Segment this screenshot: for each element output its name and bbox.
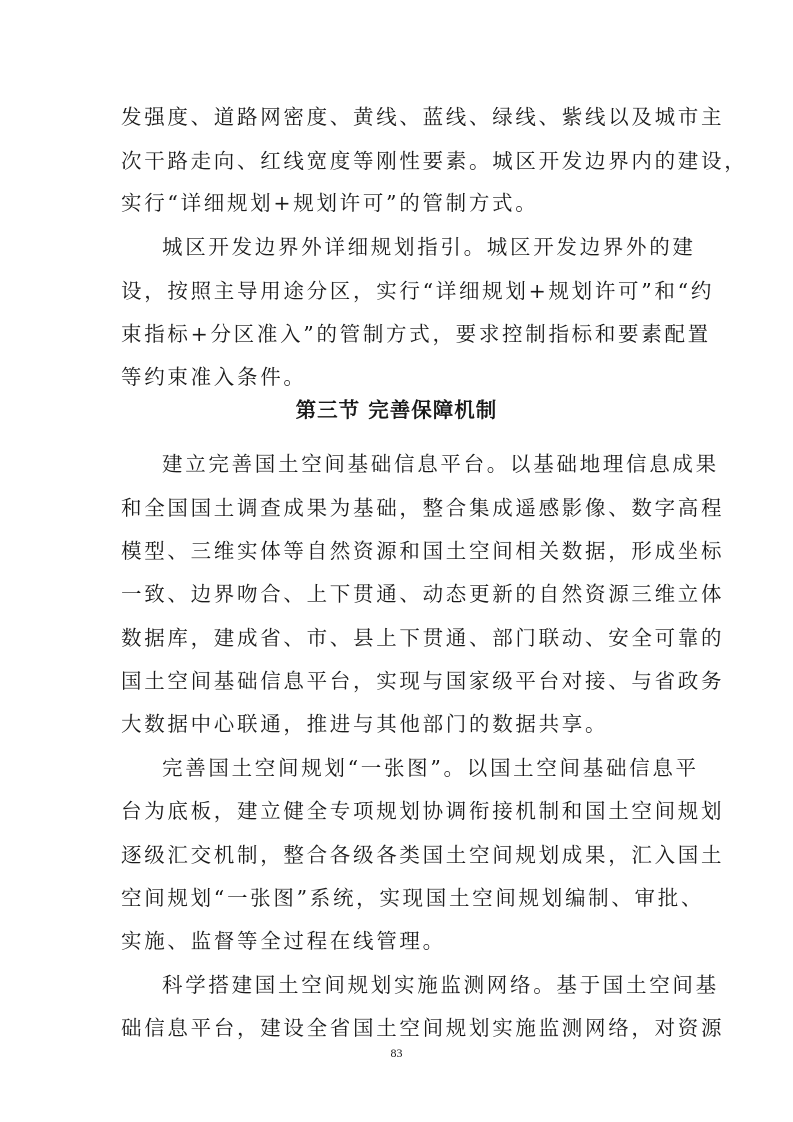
- paragraph-3-line: 和全国国土调查成果为基础，整合集成遥感影像、数字高程: [121, 496, 725, 520]
- paragraph-3-line: 国土空间基础信息平台，实现与国家级平台对接、与省政务: [121, 669, 725, 693]
- paragraph-2-line: 城区开发边界外详细规划指引。城区开发边界外的建: [162, 235, 696, 259]
- paragraph-2-line: 设，按照主导用途分区，实行“详细规划+规划许可”和“约: [121, 279, 715, 303]
- paragraph-1-line: 次干路走向、红线宽度等刚性要素。城区开发边界内的建设，: [121, 149, 748, 173]
- paragraph-4-line: 台为底板，建立健全专项规划协调衔接机制和国土空间规划: [121, 799, 725, 823]
- page-number: 83: [390, 1046, 403, 1060]
- section-heading: 第三节 完善保障机制: [295, 398, 498, 422]
- paragraph-4-line: 空间规划“一张图”系统，实现国土空间规划编制、审批、: [121, 886, 705, 910]
- paragraph-3-line: 大数据中心联通，推进与其他部门的数据共享。: [121, 712, 609, 736]
- paragraph-2-line: 等约束准入条件。: [121, 365, 307, 389]
- paragraph-2-line: 束指标+分区准入”的管制方式，要求控制指标和要素配置: [121, 322, 711, 346]
- paragraph-4-line: 实施、监督等全过程在线管理。: [121, 929, 446, 953]
- paragraph-5-line: 科学搭建国土空间规划实施监测网络。基于国土空间基: [162, 973, 719, 997]
- paragraph-3-line: 一致、边界吻合、上下贯通、动态更新的自然资源三维立体: [121, 582, 725, 606]
- paragraph-1-line: 实行“详细规划+规划许可”的管制方式。: [121, 191, 539, 215]
- paragraph-4-line: 逐级汇交机制，整合各级各类国土空间规划成果，汇入国土: [121, 843, 725, 867]
- paragraph-1-line: 发强度、道路网密度、黄线、蓝线、绿线、紫线以及城市主: [121, 105, 725, 129]
- paragraph-3-line: 数据库，建成省、市、县上下贯通、部门联动、安全可靠的: [121, 626, 725, 650]
- paragraph-3-line: 模型、三维实体等自然资源和国土空间相关数据，形成坐标: [121, 539, 725, 563]
- paragraph-5-line: 础信息平台，建设全省国土空间规划实施监测网络，对资源: [121, 1016, 725, 1040]
- paragraph-3-line: 建立完善国土空间基础信息平台。以基础地理信息成果: [162, 452, 719, 476]
- paragraph-4-line: 完善国土空间规划“一张图”。以国土空间基础信息平: [162, 756, 699, 780]
